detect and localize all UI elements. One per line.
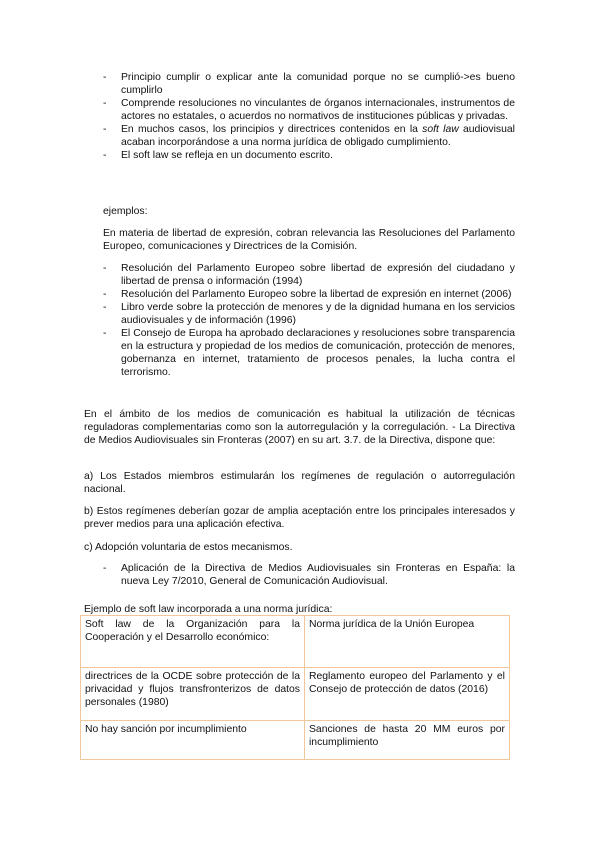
table-cell: Norma jurídica de la Unión Europea <box>305 616 510 668</box>
table-cell: Sanciones de hasta 20 MM euros por incumplimiento <box>305 721 510 760</box>
italic-term: soft law <box>422 124 459 135</box>
list-item: - Aplicación de la Directiva de Medios Audiovisuales sin Fronteras en España: la nueva Ley 7/2010, General de Comunicación Audiovisual. <box>103 562 515 588</box>
bullet-list-aplicacion <box>103 562 515 588</box>
list-item: - Resolución del Parlamento Europeo sobre libertad de expresión del ciudadano y libertad de prensa o información (1994) <box>103 262 515 288</box>
bullet-list-resoluciones <box>103 262 515 379</box>
paragraph-medios-comunicacion: En el ámbito de los medios de comunicación es habitual la utilización de técnicas reguladoras complementarias como son la autorregulación y la corregulación. - La Directiva de Medios Audiovisuales sin Fronteras (2007) en su art. 3.7. de la Directiva, dispone que: <box>84 409 515 446</box>
table-row <box>81 616 510 668</box>
list-item: - Principio cumplir o explicar ante la comunidad porque no se cumplió->es bueno cumplirlo <box>103 71 515 97</box>
list-item: - Libro verde sobre la protección de menores y de la dignidad humana en los servicios audiovisuales y de información (1996) <box>103 301 515 327</box>
list-item <box>103 123 515 149</box>
table-cell: No hay sanción por incumplimiento <box>81 721 305 760</box>
table-cell: directrices de la OCDE sobre protección de la privacidad y flujos transfronterizos de datos personales (1980) <box>81 668 305 721</box>
paragraph-point-b: b) Estos regímenes deberían gozar de amplia aceptación entre los principales interesados y prever medios para una aplicación efectiva. <box>84 506 515 530</box>
table-caption: Ejemplo de soft law incorporada a una norma jurídica: <box>84 604 333 615</box>
comparison-table <box>80 615 510 760</box>
list-item: - El soft law se refleja en un documento escrito. <box>103 149 515 162</box>
table-row <box>81 668 510 721</box>
list-item: - El Consejo de Europa ha aprobado declaraciones y resoluciones sobre transparencia en la estructura y propiedad de los medios de comunicación, protección de menores, gobernanza en internet, tratamiento de procesos penales, la lucha contra el terrorismo. <box>103 327 515 379</box>
bullet-list-soft-law <box>103 71 515 162</box>
table-cell: Reglamento europeo del Parlamento y el Consejo de protección de datos (2016) <box>305 668 510 721</box>
list-item: - Comprende resoluciones no vinculantes de órganos internacionales, instrumentos de actores no estatales, o acuerdos no normativos de instituciones públicas y privadas. <box>103 97 515 123</box>
list-item-text: audiovisual acaban incorporándose a una norma jurídica de obligado cumplimiento. <box>121 124 515 148</box>
paragraph-libertad-expresion: En materia de libertad de expresión, cobran relevancia las Resoluciones del Parlamento Europeo, comunicaciones y Directrices de la Comisión. <box>103 228 515 252</box>
ejemplos-label: ejemplos: <box>103 206 148 217</box>
paragraph-point-a: a) Los Estados miembros estimularán los regímenes de regulación o autorregulación nacional. <box>84 471 515 495</box>
paragraph-point-c: c) Adopción voluntaria de estos mecanismos. <box>84 542 293 553</box>
list-item: - Resolución del Parlamento Europeo sobre la libertad de expresión en internet (2006) <box>103 288 515 301</box>
list-item-text: En muchos casos, los principios y directrices contenidos en la <box>121 124 423 135</box>
table-row <box>81 721 510 760</box>
table-cell: Soft law de la Organización para la Cooperación y el Desarrollo económico: <box>81 616 305 668</box>
